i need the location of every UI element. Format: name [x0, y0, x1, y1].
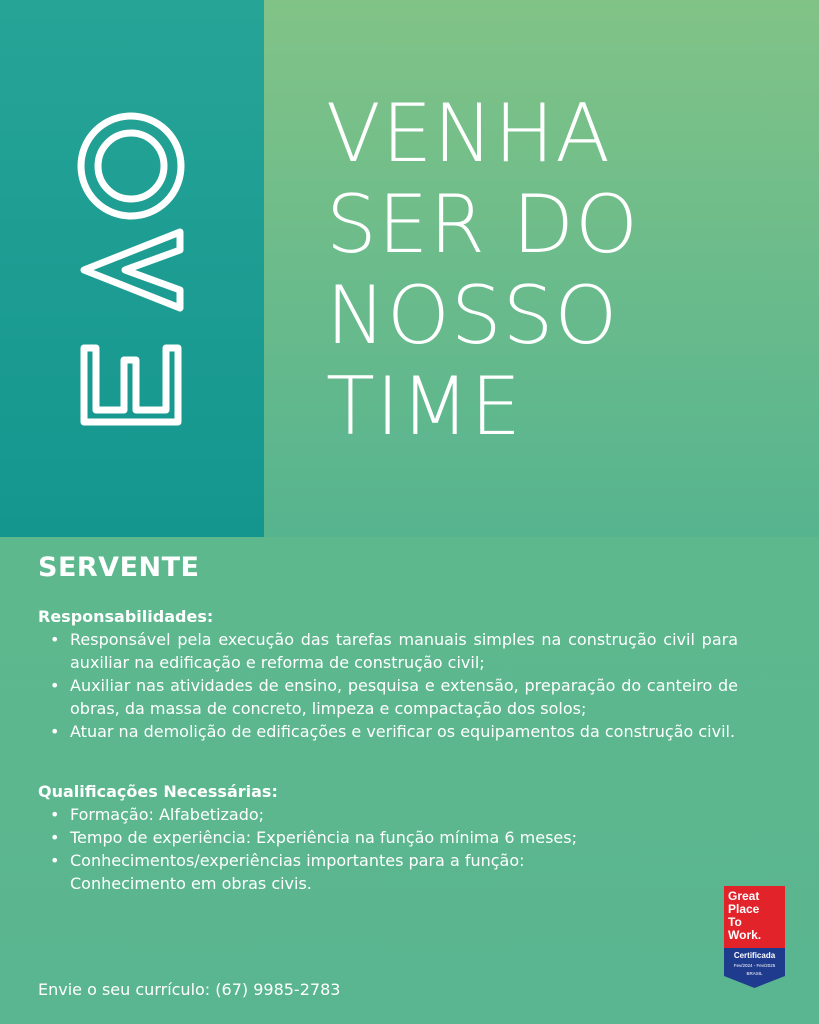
badge-line: Great: [728, 889, 760, 903]
contact-info: Envie o seu currículo: (67) 9985-2783: [38, 980, 341, 999]
badge-line: To: [728, 915, 742, 929]
logo-letter-e: [84, 348, 178, 422]
list-item: • Tempo de experiência: Experiência na função mínima 6 meses;: [70, 826, 630, 849]
responsibilities-list: [38, 628, 738, 743]
job-title: SERVENTE: [38, 552, 200, 583]
qualifications-heading: Qualificações Necessárias:: [38, 782, 278, 801]
job-details: [38, 548, 738, 895]
headline-line: NOSSO: [326, 269, 619, 362]
headline: [326, 88, 806, 452]
logo-letter-v: [84, 232, 180, 308]
headline-line: TIME: [326, 360, 523, 453]
headline-line: SER DO: [326, 178, 639, 271]
responsibilities-heading: Responsabilidades:: [38, 607, 214, 626]
list-item: • Responsável pela execução das tarefas manuais simples na construção civil para auxiliar na edificação e reforma de construção civil;: [70, 628, 738, 674]
evo-logo: [0, 0, 264, 537]
badge-period: Fev/2024 - Fev/2025: [733, 963, 776, 968]
logo-letter-o-inner: [98, 133, 164, 199]
responsibilities-section: [38, 606, 738, 743]
list-item: • Auxiliar nas atividades de ensino, pesquisa e extensão, preparação do canteiro de obras, da massa de concreto, limpeza e compactação dos solos;: [70, 674, 738, 720]
logo-panel: [0, 0, 264, 537]
list-item: • Conhecimentos/experiências importantes para a função: Conhecimento em obras civis.: [70, 849, 630, 895]
great-place-to-work-badge: [724, 886, 785, 988]
qualifications-section: [38, 781, 738, 895]
badge-country: BRASIL: [746, 971, 763, 976]
list-item: • Formação: Alfabetizado;: [70, 803, 630, 826]
badge-line: Place: [728, 902, 760, 916]
qualifications-list: [38, 803, 630, 895]
badge-line: Work.: [728, 928, 762, 942]
list-item: • Atuar na demolição de edificações e verificar os equipamentos da construção civil.: [70, 720, 738, 743]
headline-line: VENHA: [326, 87, 611, 180]
badge-certified: Certificada: [733, 951, 776, 960]
